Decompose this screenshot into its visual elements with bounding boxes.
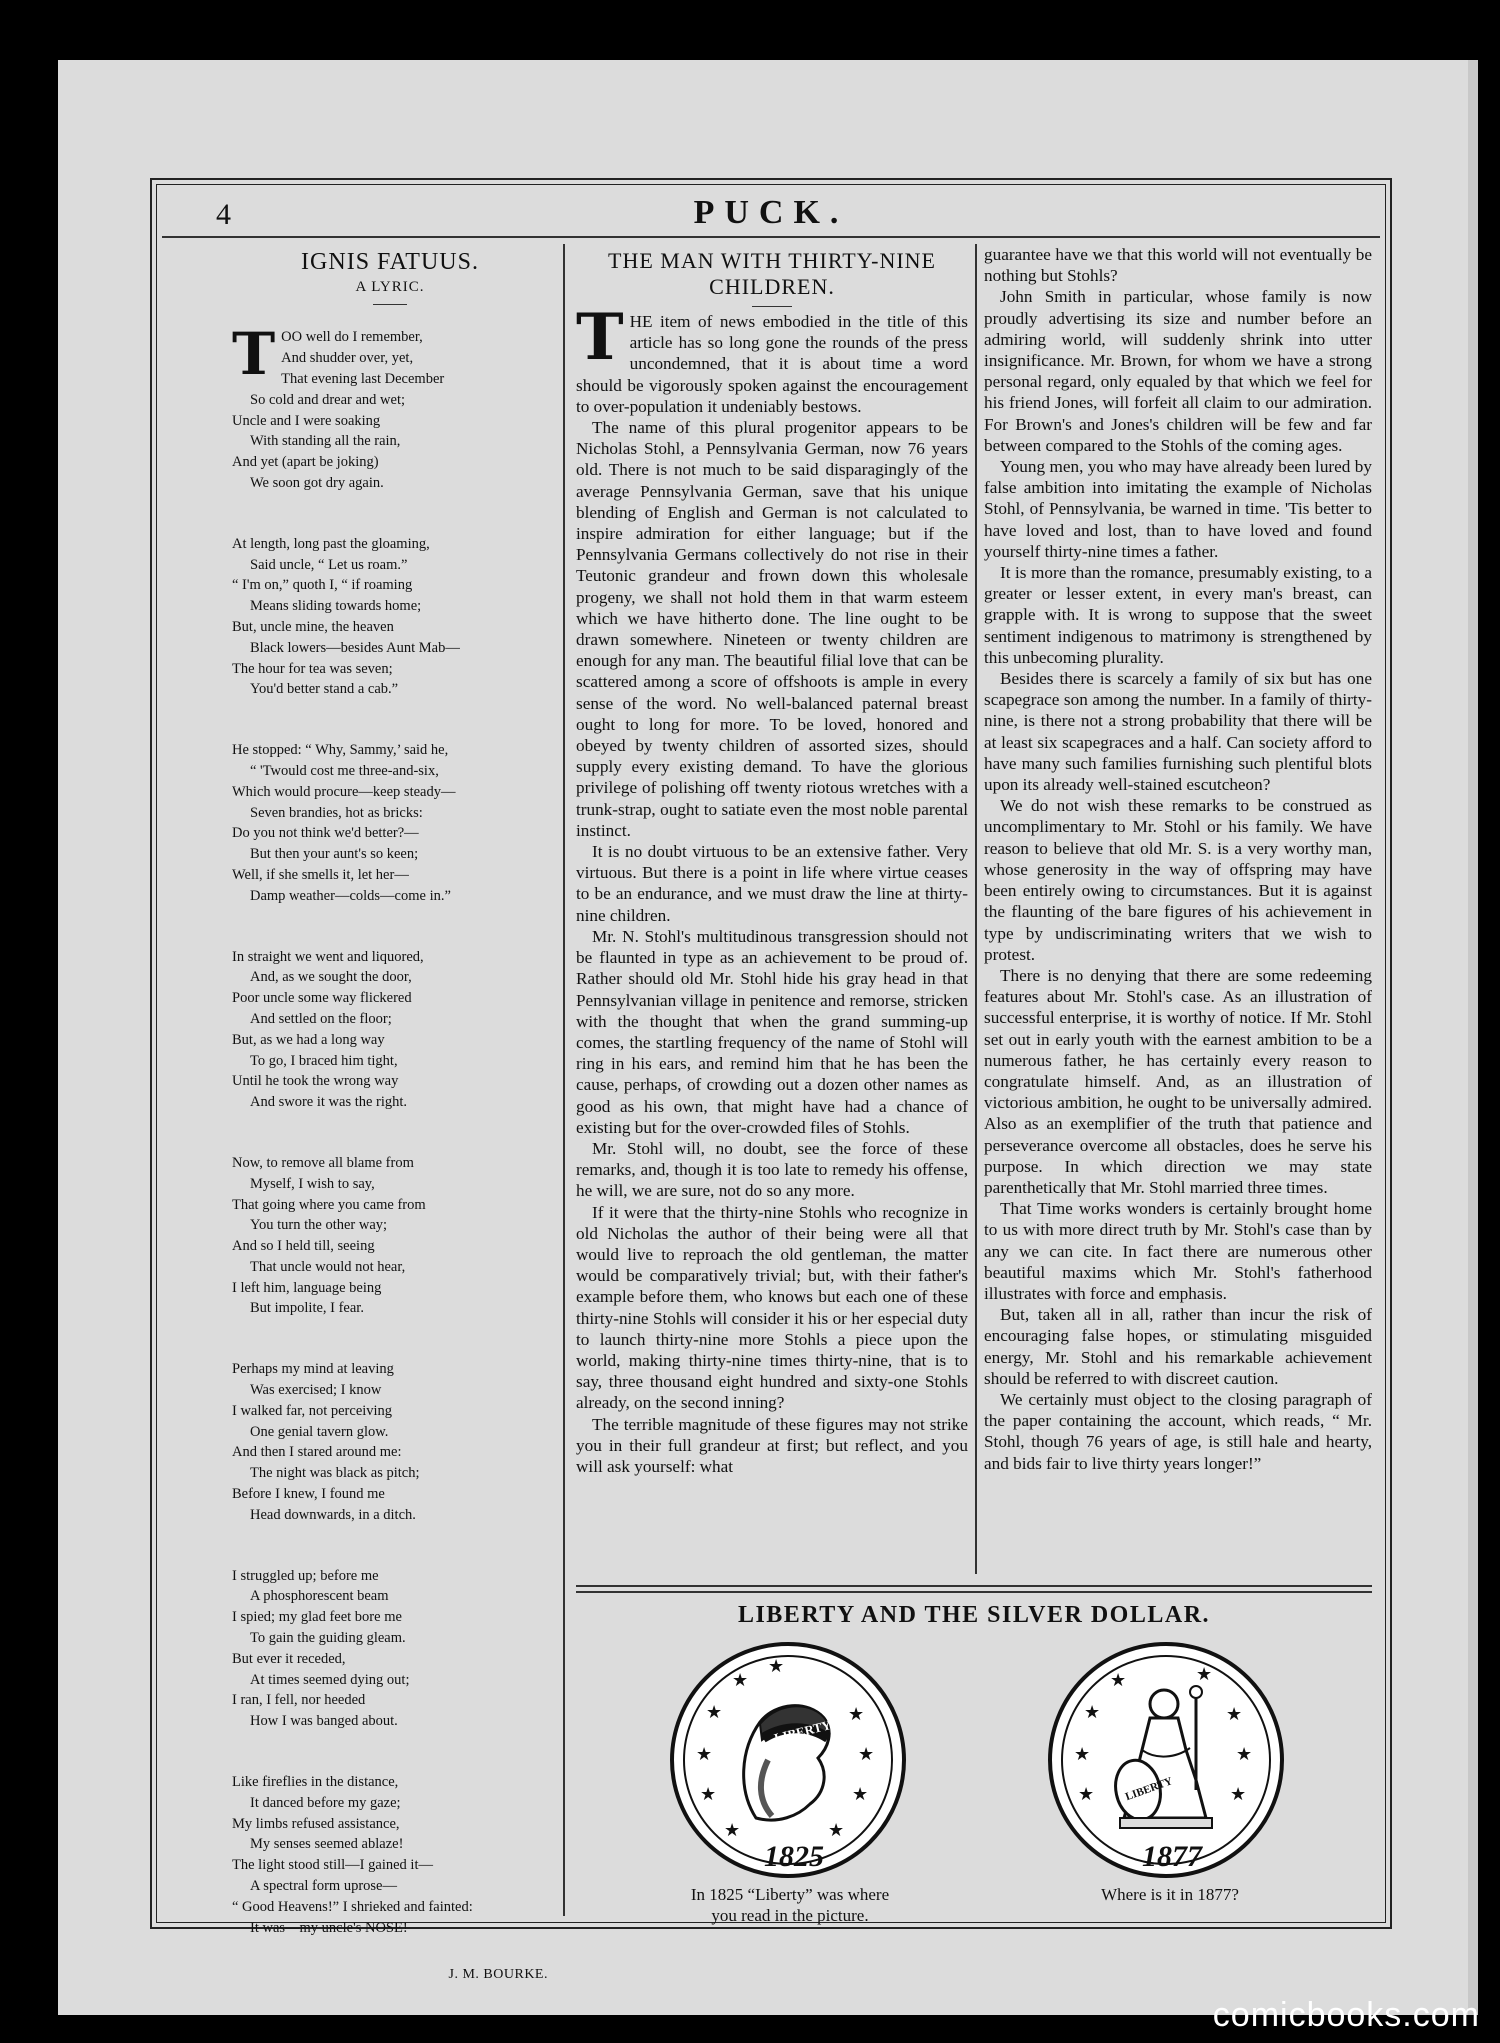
poem-line: But impolite, I fear. <box>250 1300 364 1317</box>
poem-line: And, as we sought the door, <box>250 969 412 986</box>
svg-text:★: ★ <box>706 1702 723 1722</box>
svg-text:★: ★ <box>724 1820 741 1840</box>
poem-line: Myself, I wish to say, <box>250 1175 375 1192</box>
article-paragraph <box>576 1414 968 1478</box>
svg-text:★: ★ <box>732 1670 749 1690</box>
poem-line: “ I'm on,” quoth I, “ if roaming <box>232 577 413 594</box>
poem-stanza <box>232 740 548 906</box>
poem-line: Now, to remove all blame from <box>232 1154 414 1171</box>
article-body-1 <box>576 300 968 1477</box>
article-body-2 <box>984 244 1372 1474</box>
poem-line: My limbs refused assistance, <box>232 1815 400 1832</box>
watermark: comicbooks.com <box>1212 1996 1480 2034</box>
caption-1825-line-1: In 1825 “Liberty” was where <box>690 1885 890 1904</box>
article-paragraph-text: Young men, you who may have already been lured by false ambition into imitating the example of Nicholas Stohl, of Pennsylvania, be warned in time. 'Tis better to have loved and lost, than to have loved and found yourself thirty-nine times a father. <box>984 457 1372 561</box>
poem-line: You'd better stand a cab.” <box>250 681 399 698</box>
poem-line: The light stood still—I gained it— <box>232 1857 433 1874</box>
poem-line: At length, long past the gloaming, <box>232 535 430 552</box>
poem-line: Before I knew, I found me <box>232 1486 385 1503</box>
page-edge <box>1468 60 1478 2015</box>
svg-text:★: ★ <box>1074 1744 1091 1764</box>
poem-line: But, as we had a long way <box>232 1031 385 1048</box>
article-paragraph-text: If it were that the thirty-nine Stohls who recognize in old Nicholas the author of their being were all that would live to reproach the old gentleman, the matter would be comparatively trivial; but, with their father's example before them, who knows but each one of these thirty-nine Stohls will consider it his or her especial duty to launch thirty-nine more Stohls a piece upon the world, making thirty-nine times thirty-nine, that is to say, three thousand eight hundred and sixty-one Stohls already, on the second inning? <box>576 1202 968 1413</box>
poem-stanza <box>232 534 548 700</box>
poem-line: We soon got dry again. <box>250 474 384 491</box>
svg-text:★: ★ <box>696 1744 713 1764</box>
svg-text:★: ★ <box>768 1656 785 1676</box>
article-paragraph-text: We do not wish these remarks to be construed as uncomplimentary to Mr. Stohl or his family. We have reason to believe that old Mr. S. is a very worthy man, whose generosity in the way of offspring may have been entirely owing to circumstances. But it is against the flaunting of the bare figures of his achievement in type by undiscriminating writers that we wish to protest. <box>984 796 1372 964</box>
cartoon-divider <box>576 1585 1372 1593</box>
article-paragraph <box>984 795 1372 965</box>
cartoon-title: LIBERTY AND THE SILVER DOLLAR. <box>737 1602 1211 1628</box>
caption-1877: Where is it in 1877? <box>1101 1885 1239 1904</box>
poem-line: “ 'Twould cost me three-and-six, <box>250 762 439 779</box>
article-paragraph <box>984 286 1372 456</box>
caption-1825-line-2: you read in the picture. <box>711 1906 869 1925</box>
page-header <box>162 190 1380 238</box>
poem-line: Was exercised; I know <box>250 1382 382 1399</box>
article-paragraph <box>984 1198 1372 1304</box>
poem-line: And so I held till, seeing <box>232 1238 375 1255</box>
article-column-1 <box>576 244 968 1477</box>
poem-line: One genial tavern glow. <box>250 1423 389 1440</box>
article-paragraph <box>984 562 1372 668</box>
article-dropcap: T <box>576 300 624 375</box>
poem-line: I ran, I fell, nor heeded <box>232 1692 366 1709</box>
poem-subtitle: A LYRIC. <box>355 279 425 296</box>
svg-text:★: ★ <box>848 1704 865 1724</box>
article-title-line-2: CHILDREN. <box>709 274 835 299</box>
poem-line: Uncle and I were soaking <box>232 412 381 429</box>
svg-text:★: ★ <box>852 1784 869 1804</box>
poem-stanza <box>232 1772 548 1938</box>
article-paragraph <box>984 456 1372 562</box>
poem-line: Seven brandies, hot as bricks: <box>250 804 423 821</box>
poem-line: It was—my uncle's NOSE! <box>250 1919 408 1936</box>
article-paragraph <box>576 417 968 841</box>
svg-text:★: ★ <box>1230 1784 1247 1804</box>
article-paragraph-text: We certainly must object to the closing paragraph of the paper containing the account, which reads, “ Mr. Stohl, though 76 years of age, is still hale and hearty, and bids fair to live thirty years longer!” <box>984 1389 1372 1473</box>
poem-line: Poor uncle some way flickered <box>232 990 412 1007</box>
coin-1877-year: 1877 <box>1142 1840 1202 1873</box>
svg-text:★: ★ <box>1236 1744 1253 1764</box>
coin-1877 <box>1046 1640 1286 1880</box>
svg-text:★: ★ <box>1110 1670 1127 1690</box>
poem-line: Black lowers—besides Aunt Mab— <box>250 639 460 656</box>
svg-text:★: ★ <box>1084 1702 1101 1722</box>
caption-1825 <box>620 1884 960 1926</box>
article-paragraph-text: But, taken all in all, rather than incur the risk of encouraging false hopes, or stimulating misguided energy, Mr. Stohl and his remarkable achievement should be referred to with discreet caution. <box>984 1305 1372 1388</box>
article-paragraph-text: John Smith in particular, whose family is now proudly advertising its size and number before an admiring world, will suddenly shrink into utter insignificance. Mr. Brown, for whom we have a strong personal regard, only equaled by that which we feel for his friend Jones, will forfeit all claim to our admiration. For Brown's and Jones's children will be few and far between compared to the Stohls of the coming ages. <box>984 287 1372 455</box>
coin-1877-shield-text: LIBERTY <box>1123 1775 1175 1804</box>
poem-line: I left him, language being <box>232 1279 382 1296</box>
article-paragraph-text: It is more than the romance, presumably existing, to a greater or lesser extent, in every man's breast, can grapple with. It is wrong to suppose that the sweet sentiment indigenous to matrimony is strengthened by this unbecoming plurality. <box>984 563 1372 667</box>
poem-line: Perhaps my mind at leaving <box>232 1361 394 1378</box>
poem-title: IGNIS FATUUS. <box>301 249 479 275</box>
poem-line: I struggled up; before me <box>232 1567 379 1584</box>
poem-line: And settled on the floor; <box>250 1010 392 1027</box>
poem-line: With standing all the rain, <box>250 433 401 450</box>
svg-text:★: ★ <box>700 1784 717 1804</box>
poem-line: Like fireflies in the distance, <box>232 1774 399 1791</box>
article-paragraph <box>984 1304 1372 1389</box>
poem-line: And swore it was the right. <box>250 1094 408 1111</box>
article-paragraph <box>984 965 1372 1198</box>
poem-line: That uncle would not hear, <box>250 1258 406 1275</box>
poem-line: Said uncle, “ Let us roam.” <box>250 556 408 573</box>
poem-line: To gain the guiding gleam. <box>250 1630 406 1647</box>
article-paragraph-text: Mr. N. Stohl's multitudinous transgression should not be flaunted in type as an achievement to be proud of. Rather should old Mr. Stohl hide his gray head in that Pennsylvanian village in penitence and remorse, stricken with the thought that when the grand summing-up comes, the startling frequency of the name of Stohl will ring in his ears, and remind him that he has been the cause, perhaps, of crowding out a dozen other names as good as his own, that might have had a chance of existing but for the over-crowded files of Stohls. <box>576 926 968 1137</box>
poem-line: It danced before my gaze; <box>250 1794 401 1811</box>
article-paragraph-text: The terrible magnitude of these figures may not strike you in their full grandeur at first; but reflect, and you will ask yourself: what <box>576 1414 968 1476</box>
poem-line: But then your aunt's so keen; <box>250 846 419 863</box>
article-paragraph <box>576 300 968 417</box>
article-title <box>576 248 968 300</box>
poem-line: My senses seemed ablaze! <box>250 1836 404 1853</box>
poem-line: Means sliding towards home; <box>250 598 422 615</box>
poem-line: OO well do I remember, <box>281 329 423 346</box>
poem-column <box>232 244 548 1986</box>
svg-text:★: ★ <box>858 1744 875 1764</box>
poem-line: At times seemed dying out; <box>250 1671 410 1688</box>
article-paragraph-text: Besides there is scarcely a family of six but has one scapegrace son among the number. In a family of thirty-nine, is there not a strong probability that there will be at least six scapegraces and a half. Can society afford to have many such families furnishing such plentiful blots upon its already well-stained escutcheon? <box>984 669 1372 795</box>
masthead: PUCK. <box>693 194 849 231</box>
poem-line: He stopped: “ Why, Sammy,’ said he, <box>232 742 449 759</box>
poem-line: The night was black as pitch; <box>250 1465 420 1482</box>
article-column-2 <box>984 244 1372 1474</box>
poem-stanza <box>232 1566 548 1732</box>
svg-text:★: ★ <box>1196 1664 1213 1684</box>
poem-line: The hour for tea was seven; <box>232 660 393 677</box>
poem-line: Until he took the wrong way <box>232 1073 399 1090</box>
column-rule-left <box>563 244 565 1916</box>
coin-1825-band-text: LIBERTY <box>772 1717 833 1746</box>
poem-line: And shudder over, yet, <box>281 350 414 367</box>
poem-line: How I was banged about. <box>250 1713 398 1730</box>
page-number: 4 <box>216 198 231 231</box>
poem-stanza <box>232 320 548 493</box>
poem-line: But ever it receded, <box>232 1650 346 1667</box>
article-title-line-1: THE MAN WITH THIRTY-NINE <box>608 248 936 273</box>
poem-stanza <box>232 1153 548 1319</box>
poem-line: A phosphorescent beam <box>250 1588 389 1605</box>
column-rule-right <box>975 244 977 1574</box>
article-paragraph <box>576 1138 968 1202</box>
article-paragraph-text: guarantee have we that this world will not eventually be nothing but Stohls? <box>984 245 1372 286</box>
poem-line: To go, I braced him tight, <box>250 1052 398 1069</box>
poem-line: Damp weather—colds—come in.” <box>250 887 451 904</box>
article-paragraph-text: Mr. Stohl will, no doubt, see the force of these remarks, and, though it is too late to remedy his offense, he will, we are sure, not do so any more. <box>576 1138 968 1201</box>
poem-line: That evening last December <box>281 371 445 387</box>
poem-author: J. M. BOURKE. <box>448 1967 548 1983</box>
poem-dropcap: T <box>232 320 276 389</box>
article-paragraph <box>576 1202 968 1414</box>
svg-text:★: ★ <box>828 1820 845 1840</box>
poem-stanza <box>232 1359 548 1525</box>
article-paragraph <box>576 926 968 1138</box>
svg-text:★: ★ <box>1226 1704 1243 1724</box>
poem-line: A spectral form uprose— <box>250 1878 397 1895</box>
article-paragraph <box>984 244 1372 286</box>
poem-line: Which would procure—keep steady— <box>232 783 456 800</box>
poem-body <box>232 320 548 1938</box>
poem-line: I walked far, not perceiving <box>232 1402 393 1419</box>
article-paragraph-text: The name of this plural progenitor appears to be Nicholas Stohl, a Pennsylvania German, now 76 years old. There is not much to be said disparagingly of the average Pennsylvania German, save that his unique blending of English and German is not calculated to inspire admiration for either language; but if the Pennsylvania Germans collectively do not rise in their Teutonic grandeur and frown down this wholesale progeny, we shall not hold them in that warm esteem which we have hitherto done. The line ought to be drawn somewhere. Nineteen or twenty children are enough for any man. The beautiful filial love that can be scattered among a score of offshoots is ample in every sense of the word. No well-balanced paternal breast ought to long for more. To be loved, honored and obeyed by twenty children of assorted sizes, should supply every existing demand. To have the glorious privilege of polishing off twenty riotous wretches with a trunk-strap, ought to satiate even the most noble parental instinct. <box>576 418 968 840</box>
poem-line: But, uncle mine, the heaven <box>232 618 394 635</box>
poem-line: In straight we went and liquored, <box>232 948 424 965</box>
poem-line: Do you not think we'd better?— <box>232 825 419 842</box>
article-paragraph-text: It is no doubt virtuous to be an extensive father. Very virtuous. But there is a point in life where virtue ceases to be an endurance, and we must draw the line at thirty-nine children. <box>576 842 968 925</box>
article-paragraph-text: There is no denying that there are some redeeming features about Mr. Stohl's case. As an illustration of successful enterprise, it is worthy of notice. If Mr. Stohl set out in early youth with the earnest ambition to be a numerous father, he has certainly every reason to congratulate himself. And, as an illustration of victorious ambition, he ought to be universally admired. Also as an exemplifier of the truth that patience and perseverance overcome all obstacles, does he serve his purpose. In which direction we may state parenthetically that Mr. Stohl married three times. <box>984 965 1372 1197</box>
poem-line: And then I stared around me: <box>232 1444 402 1461</box>
poem-line: Well, if she smells it, let her— <box>232 866 409 883</box>
article-paragraph-text: HE item of news embodied in the title of this article has so long gone the rounds of the press uncondemned, that it is about time a word should be vigorously spoken against the encouragement to over-population it undeniably bestows. <box>576 312 968 416</box>
article-rule <box>752 306 792 307</box>
poem-line: “ Good Heavens!” I shrieked and fainted: <box>232 1898 473 1915</box>
poem-line: So cold and drear and wet; <box>250 391 406 408</box>
poem-line: That going where you came from <box>232 1196 426 1213</box>
poem-line: You turn the other way; <box>250 1217 388 1234</box>
svg-text:★: ★ <box>1078 1784 1095 1804</box>
poem-stanza <box>232 947 548 1113</box>
article-paragraph-text: That Time works wonders is certainly brought home to us with more direct truth by Mr. Stohl's case than by any we can cite. In fact there are numerous other beautiful maxims which Mr. Stohl's fatherhood illustrates with force and emphasis. <box>984 1199 1372 1303</box>
article-paragraph <box>984 668 1372 795</box>
poem-rule <box>373 304 407 305</box>
poem-line: I spied; my glad feet bore me <box>232 1609 402 1626</box>
coin-1825-year: 1825 <box>764 1840 824 1873</box>
poem-line: Head downwards, in a ditch. <box>250 1506 416 1523</box>
article-paragraph <box>984 1389 1372 1474</box>
poem-line: And yet (apart be joking) <box>232 454 379 471</box>
article-paragraph <box>576 841 968 926</box>
coin-1825 <box>668 1640 908 1880</box>
